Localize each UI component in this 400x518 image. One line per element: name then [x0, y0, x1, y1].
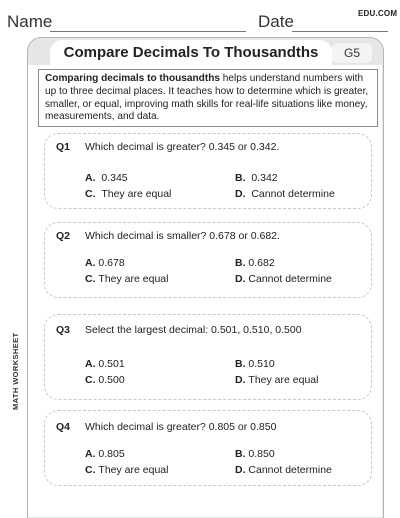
option-letter: D. [235, 464, 246, 476]
option-text: 0.342 [251, 172, 278, 184]
question-number: Q2 [56, 230, 71, 242]
option-text: 0.510 [248, 358, 275, 370]
option-letter: C. [85, 188, 96, 200]
option-letter: D. [235, 273, 246, 285]
option-letter: D. [235, 374, 246, 386]
question-card-2 [44, 222, 372, 298]
name-label: Name [7, 12, 53, 31]
option-letter: A. [85, 448, 96, 460]
option-text: 0.805 [98, 448, 125, 460]
option-c[interactable] [85, 273, 168, 285]
option-d[interactable] [235, 188, 335, 200]
side-label: MATH WORKSHEET [11, 332, 20, 410]
option-c[interactable] [85, 464, 168, 476]
option-text: Cannot determine [248, 273, 332, 285]
option-text: They are equal [248, 374, 319, 386]
option-b[interactable] [235, 358, 275, 370]
option-text: Cannot determine [251, 188, 335, 200]
option-text: 0.501 [98, 358, 125, 370]
option-text: They are equal [101, 188, 172, 200]
question-text: Which decimal is greater? 0.345 or 0.342. [85, 141, 280, 153]
question-number: Q4 [56, 421, 71, 433]
option-b[interactable] [235, 448, 275, 460]
option-b[interactable] [235, 172, 278, 184]
question-number: Q3 [56, 324, 71, 336]
option-d[interactable] [235, 273, 332, 285]
name-field[interactable] [50, 31, 246, 32]
option-letter: B. [235, 257, 246, 269]
option-text: 0.682 [248, 257, 275, 269]
option-letter: C. [85, 464, 96, 476]
question-card-1 [44, 133, 372, 209]
option-text: 0.678 [98, 257, 125, 269]
question-text: Which decimal is smaller? 0.678 or 0.682. [85, 230, 280, 242]
question-number: Q1 [56, 141, 71, 153]
title-bar [50, 40, 332, 65]
option-d[interactable] [235, 374, 318, 386]
intro-text: helps understand numbers with up to three decimal places. It teaches how to determine which is greater, smaller, or equal, improving math skills for real-life situations like money, measurements, and data. [45, 73, 369, 123]
option-letter: D. [235, 188, 246, 200]
option-b[interactable] [235, 257, 275, 269]
option-text: They are equal [98, 273, 169, 285]
option-c[interactable] [85, 188, 171, 200]
option-letter: A. [85, 172, 96, 184]
intro-box [38, 69, 378, 127]
grade-badge: G5 [332, 43, 372, 63]
option-a[interactable] [85, 257, 125, 269]
date-field[interactable] [292, 31, 388, 32]
worksheet-title: Compare Decimals To Thousandths [63, 44, 319, 61]
option-text: 0.850 [248, 448, 275, 460]
intro-bold: Comparing decimals to thousandths [45, 73, 220, 84]
option-letter: B. [235, 448, 246, 460]
question-text: Which decimal is greater? 0.805 or 0.850 [85, 421, 277, 433]
option-a[interactable] [85, 448, 125, 460]
question-card-3 [44, 314, 372, 400]
option-d[interactable] [235, 464, 332, 476]
question-card-4 [44, 410, 372, 486]
option-letter: A. [85, 257, 96, 269]
option-a[interactable] [85, 172, 128, 184]
option-a[interactable] [85, 358, 125, 370]
brand-logo: EDU.COM [358, 9, 398, 18]
option-c[interactable] [85, 374, 125, 386]
option-letter: B. [235, 172, 246, 184]
option-letter: C. [85, 374, 96, 386]
option-text: They are equal [98, 464, 169, 476]
option-letter: A. [85, 358, 96, 370]
option-letter: C. [85, 273, 96, 285]
option-text: Cannot determine [248, 464, 332, 476]
date-label: Date [258, 12, 294, 31]
option-text: 0.500 [98, 374, 125, 386]
option-text: 0.345 [101, 172, 128, 184]
question-text: Select the largest decimal: 0.501, 0.510, 0.500 [85, 324, 302, 336]
option-letter: B. [235, 358, 246, 370]
